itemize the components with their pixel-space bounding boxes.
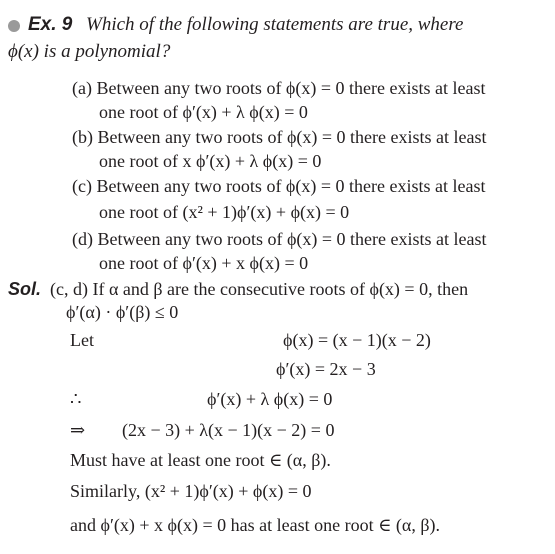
option-d-line1: (d) Between any two roots of ϕ(x) = 0 there exists at least: [72, 229, 487, 249]
option-a-line1: (a) Between any two roots of ϕ(x) = 0 there exists at least: [72, 78, 486, 98]
solution-similarly-line: Similarly, (x² + 1)ϕ′(x) + ϕ(x) = 0: [70, 481, 312, 501]
solution-and-line: and ϕ′(x) + x ϕ(x) = 0 has at least one root ∈ (α, β).: [70, 515, 441, 535]
equation-combined: ϕ′(x) + λ ϕ(x) = 0: [207, 389, 333, 409]
question-text-line1: Which of the following statements are true, where: [86, 14, 464, 35]
equation-phi-derivative: ϕ′(x) = 2x − 3: [276, 359, 376, 379]
example-label: Ex. 9: [28, 14, 73, 35]
therefore-symbol: ∴: [70, 389, 82, 409]
option-b-line1: (b) Between any two roots of ϕ(x) = 0 there exists at least: [72, 127, 487, 147]
equation-expanded: (2x − 3) + λ(x − 1)(x − 2) = 0: [122, 420, 335, 440]
solution-must-line: Must have at least one root ∈ (α, β).: [70, 450, 331, 470]
option-a-line2: one root of ϕ′(x) + λ ϕ(x) = 0: [99, 102, 308, 122]
solution-label: Sol.: [8, 279, 42, 299]
let-label: Let: [70, 330, 94, 350]
solution-line2: ϕ′(α) · ϕ′(β) ≤ 0: [66, 302, 179, 322]
option-b-line2: one root of x ϕ′(x) + λ ϕ(x) = 0: [99, 151, 322, 171]
bullet-icon: [8, 20, 20, 32]
question-text-line2: ϕ(x) is a polynomial?: [8, 41, 171, 62]
option-c-line1: (c) Between any two roots of ϕ(x) = 0 there exists at least: [72, 176, 486, 196]
implies-symbol: ⇒: [70, 420, 86, 440]
equation-phi: ϕ(x) = (x − 1)(x − 2): [283, 330, 431, 350]
option-c-line2: one root of (x² + 1)ϕ′(x) + ϕ(x) = 0: [99, 202, 350, 222]
option-d-line2: one root of ϕ′(x) + x ϕ(x) = 0: [99, 253, 309, 273]
solution-line1: (c, d) If α and β are the consecutive roots of ϕ(x) = 0, then: [50, 279, 469, 299]
